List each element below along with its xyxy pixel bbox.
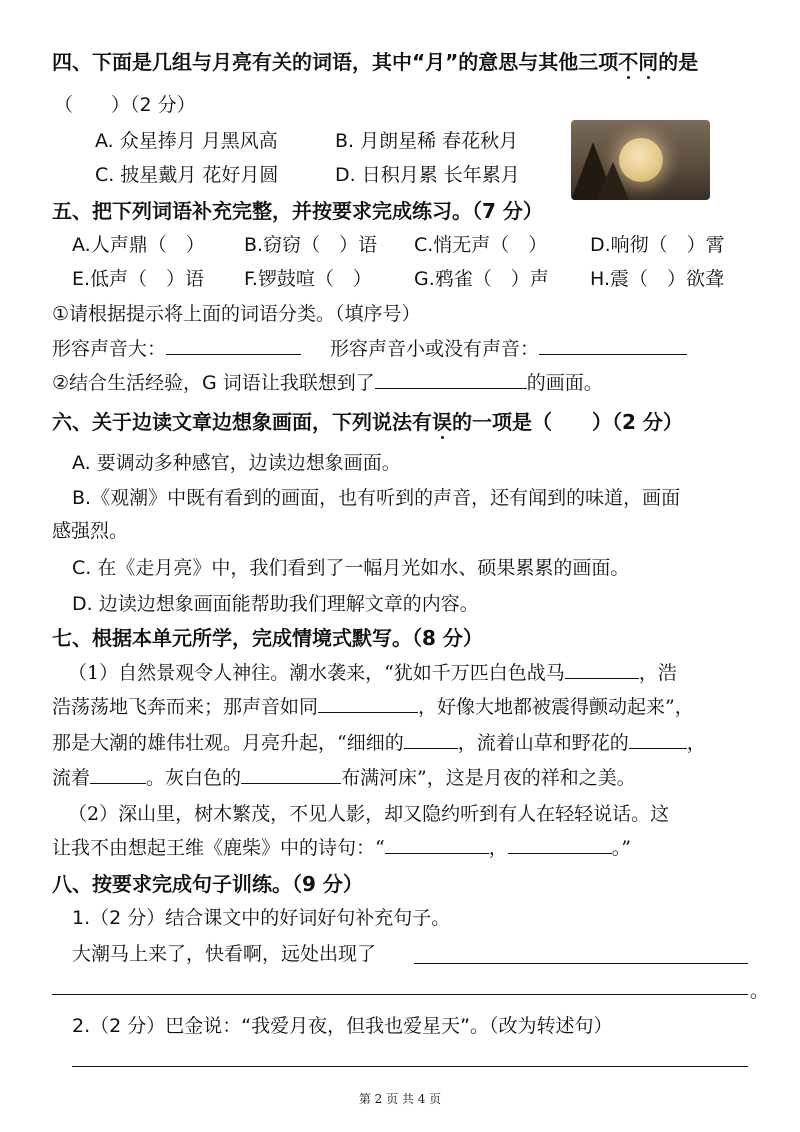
q5-item-f[interactable]: F.锣鼓喧（ ） bbox=[244, 268, 372, 290]
full-moon-photo bbox=[571, 120, 710, 200]
q6-option-b-cont: 感强烈。 bbox=[52, 520, 129, 542]
q5-item-c[interactable]: C.悄无声（ ） bbox=[414, 234, 548, 256]
q4-option-a[interactable]: A. 众星捧月 月黑风高 bbox=[95, 130, 278, 152]
q7-blank-6[interactable] bbox=[241, 765, 341, 784]
q5-item-h[interactable]: H.震（ ）欲聋 bbox=[590, 268, 724, 290]
q5-item-g[interactable]: G.鸦雀（ ）声 bbox=[414, 268, 549, 290]
q5-item-b[interactable]: B.窃窃（ ）语 bbox=[244, 234, 378, 256]
q7-blank-3[interactable] bbox=[404, 730, 458, 749]
q5-quiet-blank[interactable] bbox=[539, 336, 687, 355]
q7-title: 七、根据本单元所学，完成情境式默写。（8 分） bbox=[52, 626, 483, 650]
q4-option-c[interactable]: C. 披星戴月 花好月圆 bbox=[95, 164, 279, 186]
q7-blank-5[interactable] bbox=[90, 765, 146, 784]
q5-title: 五、把下列词语补充完整，并按要求完成练习。（7 分） bbox=[52, 199, 543, 223]
q6-option-b[interactable]: B.《观潮》中既有看到的画面，也有听到的声音，还有闻到的味道，画面 bbox=[72, 487, 681, 509]
q7-blank-1[interactable] bbox=[565, 660, 639, 679]
q7-p2-line1: （2）深山里，树木繁茂，不见人影，却又隐约听到有人在轻轻说话。这 bbox=[68, 803, 670, 825]
q8-s2-answer-line[interactable] bbox=[72, 1066, 748, 1067]
q6-title: 六、关于边读文章边想象画面，下列说法有误的一项是（ ）（2 分） bbox=[52, 410, 683, 434]
q6-option-c[interactable]: C. 在《走月亮》中，我们看到了一幅月光如水、硕果累累的画面。 bbox=[72, 557, 630, 579]
q5-loud-blank[interactable] bbox=[166, 336, 301, 355]
q8-s1-answer-line-2[interactable] bbox=[52, 994, 748, 995]
q5-scene-blank[interactable] bbox=[375, 370, 527, 389]
tree-silhouette bbox=[597, 162, 629, 200]
q8-s1: 1.（2 分）结合课文中的好词好句补充句子。 bbox=[72, 907, 451, 929]
q7-poem-blank-1[interactable] bbox=[385, 835, 489, 854]
q5-sub2: ②结合生活经验，G 词语让我联想到了 的画面。 bbox=[52, 372, 603, 394]
q5-item-e[interactable]: E.低声（ ）语 bbox=[72, 268, 205, 290]
q6-option-d[interactable]: D. 边读边想象画面能帮助我们理解文章的内容。 bbox=[72, 593, 479, 615]
q7-p1-line4: 流着 。灰白色的 布满河床”，这是月夜的祥和之美。 bbox=[52, 767, 636, 789]
q5-quiet-label: 形容声音小或没有声音： bbox=[330, 336, 687, 362]
page-number: 第 2 页 共 4 页 bbox=[358, 1092, 442, 1106]
q8-s1-text: 大潮马上来了，快看啊，远处出现了 bbox=[72, 943, 377, 965]
q6-option-a[interactable]: A. 要调动多种感官，边读边想象画面。 bbox=[72, 452, 401, 474]
q5-item-a[interactable]: A.人声鼎（ ） bbox=[72, 234, 205, 256]
q7-blank-2[interactable] bbox=[318, 694, 418, 713]
q4-answer-bracket[interactable]: （ ）（2 分） bbox=[54, 94, 196, 116]
q5-item-d[interactable]: D.响彻（ ）霄 bbox=[590, 234, 725, 256]
q4-title: 四、下面是几组与月亮有关的词语，其中“月”的意思与其他三项不同的是 bbox=[52, 50, 699, 74]
q5-sub1: ①请根据提示将上面的词语分类。（填序号） bbox=[52, 303, 421, 325]
q4-option-d[interactable]: D. 日积月累 长年累月 bbox=[335, 164, 520, 186]
q7-p1-line2: 浩荡荡地飞奔而来；那声音如同 ，好像大地都被震得颤动起来”， bbox=[52, 696, 694, 718]
q8-s1-period: 。 bbox=[750, 980, 770, 1002]
q5-loud-label: 形容声音大： bbox=[52, 336, 301, 362]
q7-blank-4[interactable] bbox=[629, 730, 687, 749]
q7-poem-blank-2[interactable] bbox=[508, 835, 612, 854]
q8-s1-answer-line-1[interactable] bbox=[414, 963, 748, 964]
q7-p1-line3: 那是大潮的雄伟壮观。月亮升起，“细细的 ，流着山草和野花的 ， bbox=[52, 732, 706, 754]
q7-p1-line1: （1）自然景观令人神往。潮水袭来，“犹如千万匹白色战马 ，浩 bbox=[68, 662, 677, 684]
q8-title: 八、按要求完成句子训练。（9 分） bbox=[52, 872, 363, 896]
q8-s2: 2.（2 分）巴金说：“我爱月夜，但我也爱星天”。（改为转述句） bbox=[72, 1015, 613, 1037]
q7-p2-line2: 让我不由想起王维《鹿柴》中的诗句：“ ， 。” bbox=[52, 837, 631, 859]
q4-option-b[interactable]: B. 月朗星稀 春花秋月 bbox=[335, 130, 519, 152]
